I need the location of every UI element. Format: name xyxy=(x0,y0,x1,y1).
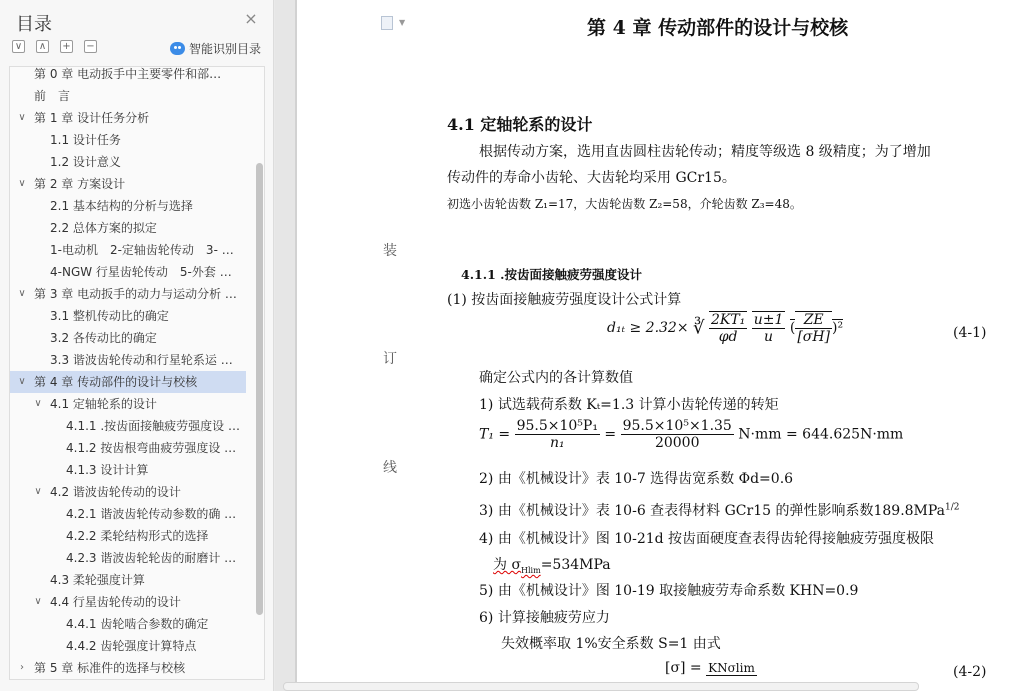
fraction-numerator: u±1 xyxy=(753,312,784,328)
list-item: 6) 计算接触疲劳应力 xyxy=(479,610,610,626)
toc-item[interactable] xyxy=(10,635,246,657)
binding-mark-xian: 线 xyxy=(383,460,397,476)
fraction xyxy=(752,311,786,345)
list-item-text: 3) 由《机械设计》表 10-6 查表得材料 GCr15 的弹性影响系数189.8MPa xyxy=(479,503,946,519)
binding-mark-ding: 订 xyxy=(383,351,397,367)
toc-scrollbar[interactable] xyxy=(256,163,263,615)
subscript: Hlim xyxy=(521,565,541,575)
fraction xyxy=(515,418,600,451)
toc-item[interactable] xyxy=(10,239,246,261)
fraction-numerator: 2KT₁ xyxy=(710,312,746,328)
fraction-numerator: 95.5×10⁵×1.35 xyxy=(622,418,732,434)
equation-rhs: N·mm = 644.625N·mm xyxy=(738,426,904,443)
toc-item[interactable] xyxy=(10,107,246,129)
text-fragment: 为 σ xyxy=(493,557,522,573)
toc-item-label: 4.4 行星齿轮传动的设计 xyxy=(50,595,181,609)
toc-item[interactable] xyxy=(10,569,246,591)
toc-item[interactable] xyxy=(10,525,246,547)
document-page[interactable] xyxy=(297,0,1014,691)
toc-item-label: 2.1 基本结构的分析与选择 xyxy=(50,199,193,213)
subsection-title: 4.1.1 .按齿面接触疲劳强度设计 xyxy=(461,267,643,282)
chevron-down-icon[interactable]: ∨ xyxy=(18,376,26,387)
toc-item-label: 1.2 设计意义 xyxy=(50,155,121,169)
robot-icon xyxy=(170,42,185,55)
chevron-down-icon[interactable]: ∨ xyxy=(18,112,26,123)
toc-item-label: 前 言 xyxy=(34,89,71,103)
toc-item[interactable] xyxy=(10,613,246,635)
list-item: 4) 由《机械设计》图 10-21d 按齿面硬度查表得齿轮得接触疲劳强度极限 xyxy=(479,531,935,547)
sidebar-title: 目录 xyxy=(16,14,52,35)
toc-item-label: 4.2.1 谐波齿轮传动参数的确 … xyxy=(66,507,237,521)
binding-mark-zhuang: 装 xyxy=(383,243,397,259)
close-icon[interactable]: × xyxy=(244,9,258,28)
list-item: 2) 由《机械设计》表 10-7 选得齿宽系数 Φd=0.6 xyxy=(479,471,794,487)
equation-number: (4-2) xyxy=(953,664,987,680)
toc-item[interactable] xyxy=(10,66,246,85)
document-area xyxy=(275,0,1014,691)
toc-item[interactable] xyxy=(10,217,246,239)
fraction-numerator: KNσlim xyxy=(708,660,755,675)
toc-item-label: 第 1 章 设计任务分析 xyxy=(34,111,150,125)
toc-item-label: 第 2 章 方案设计 xyxy=(34,177,126,191)
horizontal-scrollbar[interactable] xyxy=(283,682,919,691)
chevron-down-icon[interactable]: ▼ xyxy=(399,18,406,27)
toc-item-label: 4.1 定轴轮系的设计 xyxy=(50,397,157,411)
toc-item[interactable] xyxy=(10,129,246,151)
toc-item[interactable] xyxy=(10,503,246,525)
list-item: 5) 由《机械设计》图 10-19 取接触疲劳寿命系数 KHN=0.9 xyxy=(479,583,859,599)
fraction-numerator: ZE xyxy=(795,312,832,329)
toc-item[interactable] xyxy=(10,393,246,415)
equation-lhs: T₁ = xyxy=(479,426,511,443)
chevron-right-icon[interactable]: › xyxy=(20,662,24,673)
fraction-denominator: n₁ xyxy=(549,435,565,451)
toc-item-label: 第 4 章 传动部件的设计与校核 xyxy=(34,375,198,389)
paragraph-line: 传动件的寿命小齿轮、大齿轮均采用 GCr15。 xyxy=(447,170,736,186)
toc-item-label: 2.2 总体方案的拟定 xyxy=(50,221,157,235)
fraction-numerator: 95.5×10⁵P₁ xyxy=(516,418,598,434)
toc-item-label: 4.2.2 柔轮结构形式的选择 xyxy=(66,529,209,543)
fraction xyxy=(706,661,757,676)
fraction-denominator: φd xyxy=(718,329,738,345)
toc-item[interactable] xyxy=(10,415,246,437)
fraction xyxy=(795,311,832,345)
chevron-down-icon[interactable]: ∨ xyxy=(34,398,42,409)
toc-item-label: 4-NGW 行星齿轮传动 5-外套 … xyxy=(50,265,232,279)
list-item xyxy=(493,554,611,575)
paren: ( xyxy=(789,320,796,336)
toc-item-label: 4.1.1 .按齿面接触疲劳强度设 … xyxy=(66,419,240,433)
document-icon[interactable] xyxy=(381,16,393,30)
toc-list xyxy=(10,66,246,679)
toc-item-label: 4.2.3 谐波齿轮轮齿的耐磨计 … xyxy=(66,551,237,565)
toc-item[interactable] xyxy=(10,85,246,107)
equation-number: (4-1) xyxy=(953,325,987,341)
toc-item[interactable] xyxy=(10,591,246,613)
smart-toc-label: 智能识别目录 xyxy=(189,42,262,56)
toc-sidebar xyxy=(0,0,274,691)
paragraph-line: 确定公式内的各计算数值 xyxy=(479,370,633,386)
expand-up-button[interactable]: ∧ xyxy=(36,40,49,53)
list-item: (1) 按齿面接触疲劳强度设计公式计算 xyxy=(447,292,682,308)
toc-item[interactable] xyxy=(10,437,246,459)
equals-sign: = xyxy=(604,426,617,443)
toc-item[interactable] xyxy=(10,195,246,217)
fraction-denominator: [σH] xyxy=(797,329,831,345)
toc-item-label: 4.3 柔轮强度计算 xyxy=(50,573,145,587)
toc-item-label: 4.2 谐波齿轮传动的设计 xyxy=(50,485,181,499)
equation-torque xyxy=(479,418,903,451)
paragraph-line: 初选小齿轮齿数 Z₁=17，大齿轮齿数 Z₂=58，介轮齿数 Z₃=48。 xyxy=(447,197,802,211)
toc-item-label: 3.3 谐波齿轮传动和行星轮系运 … xyxy=(50,353,233,367)
section-title: 4.1 定轴轮系的设计 xyxy=(447,115,593,134)
fraction-denominator: 20000 xyxy=(654,435,700,451)
toc-item[interactable] xyxy=(10,481,246,503)
toc-item-label: 3.2 各传动比的确定 xyxy=(50,331,157,345)
fraction xyxy=(709,311,747,345)
paragraph-line: 失效概率取 1%安全系数 S=1 由式 xyxy=(501,636,721,652)
smart-toc-button[interactable] xyxy=(170,40,261,57)
toc-item-label: 1-电动机 2-定轴齿轮传动 3- … xyxy=(50,243,234,257)
paren: )² xyxy=(832,320,844,336)
remove-heading-button[interactable]: − xyxy=(84,40,97,53)
text-fragment: =534MPa xyxy=(540,557,611,573)
toc-item-label: 4.1.3 设计计算 xyxy=(66,463,149,477)
toc-item[interactable] xyxy=(10,371,246,393)
toc-item[interactable] xyxy=(10,305,246,327)
chevron-down-icon[interactable]: ∨ xyxy=(18,178,26,189)
toc-item[interactable] xyxy=(10,547,246,569)
equation-lhs: d₁ₜ ≥ 2.32× xyxy=(607,320,689,336)
chevron-down-icon[interactable]: ∨ xyxy=(34,596,42,607)
collapse-all-button[interactable]: ∨ xyxy=(12,40,25,53)
chevron-down-icon[interactable]: ∨ xyxy=(34,486,42,497)
fraction xyxy=(621,418,734,451)
list-item xyxy=(479,500,960,520)
toc-item[interactable] xyxy=(10,151,246,173)
toc-item[interactable] xyxy=(10,173,246,195)
fraction-denominator: u xyxy=(764,329,774,345)
toc-item-label: 4.1.2 按齿根弯曲疲劳强度设 … xyxy=(66,441,237,455)
toc-item[interactable] xyxy=(10,283,246,305)
paragraph-line: 根据传动方案，选用直齿圆柱齿轮传动；精度等级选 8 级精度；为了增加 xyxy=(479,144,931,160)
toc-item[interactable] xyxy=(10,459,246,481)
equation-4-2 xyxy=(665,660,757,676)
chevron-down-icon[interactable]: ∨ xyxy=(18,288,26,299)
toc-tree xyxy=(9,66,265,680)
list-item: 1) 试选载荷系数 Kₜ=1.3 计算小齿轮传递的转矩 xyxy=(479,397,779,413)
equation-4-1 xyxy=(607,311,843,345)
toc-item-label: 1.1 设计任务 xyxy=(50,133,121,147)
radical-sign: ∛ xyxy=(693,317,705,339)
toc-item[interactable] xyxy=(10,657,246,679)
exponent: 1/2 xyxy=(945,502,960,513)
toc-item[interactable] xyxy=(10,327,246,349)
toc-item[interactable] xyxy=(10,349,246,371)
toc-item-label: 3.1 整机传动比的确定 xyxy=(50,309,169,323)
toc-item-label: 4.4.1 齿轮啮合参数的确定 xyxy=(66,617,209,631)
equation-lhs: [σ] = xyxy=(665,660,702,676)
chapter-title: 第 4 章 传动部件的设计与校核 xyxy=(587,17,849,39)
toc-item-label: 第 0 章 电动扳手中主要零件和部… xyxy=(34,67,222,81)
add-heading-button[interactable]: + xyxy=(60,40,73,53)
toc-item-label: 第 5 章 标准件的选择与校核 xyxy=(34,661,186,675)
toc-item-label: 4.4.2 齿轮强度计算特点 xyxy=(66,639,197,653)
toc-item-label: 第 3 章 电动扳手的动力与运动分析 … xyxy=(34,287,237,301)
toc-item[interactable] xyxy=(10,261,246,283)
toc-toolbar xyxy=(12,40,97,53)
